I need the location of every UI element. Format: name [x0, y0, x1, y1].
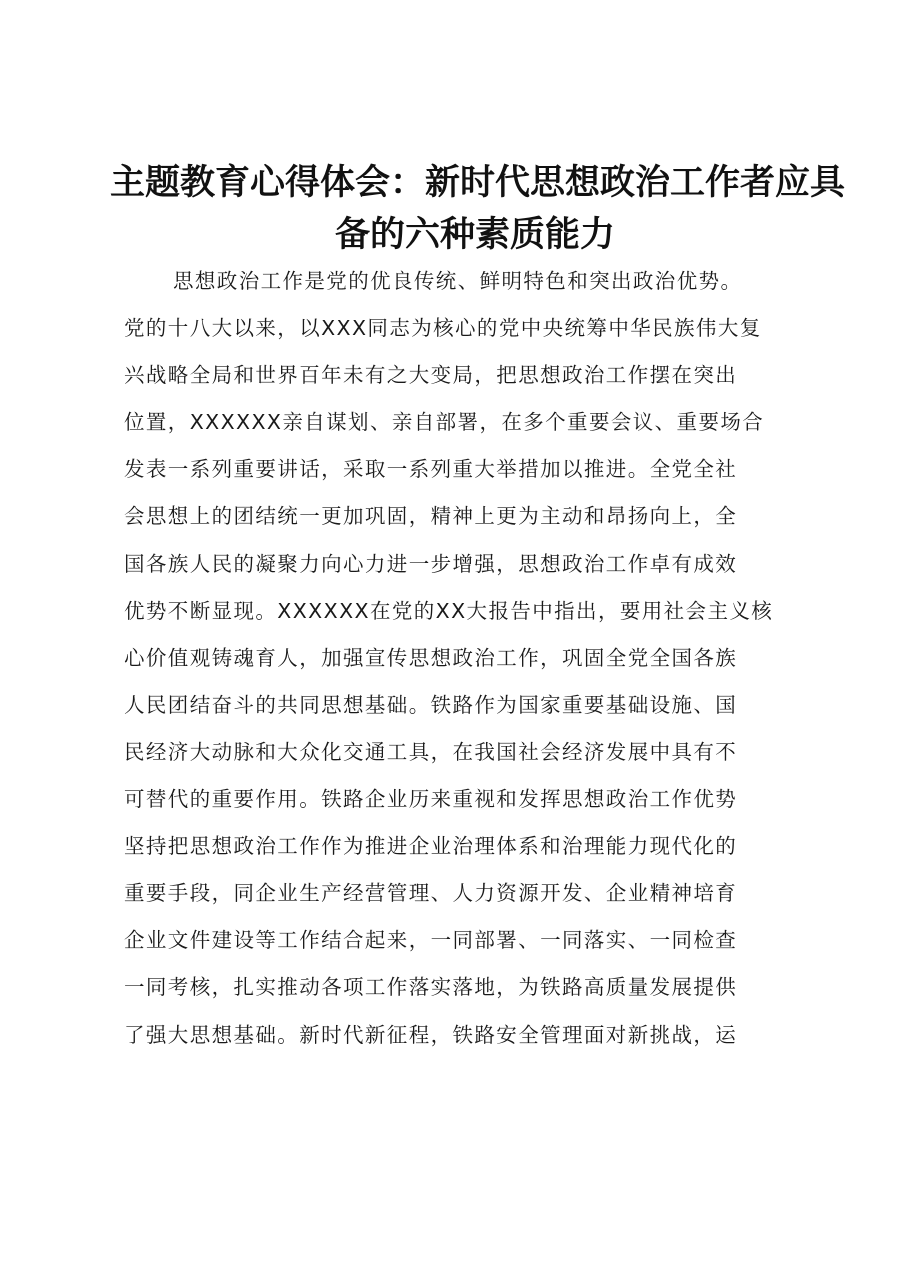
body-line: 人民团结奋斗的共同思想基础。铁路作为国家重要基础设施、国: [124, 692, 738, 717]
body-line: 坚持把思想政治工作作为推进企业治理体系和治理能力现代化的: [124, 834, 738, 859]
body-line: 国各族人民的凝聚力向心力进一步增强，思想政治工作卓有成效: [124, 551, 738, 576]
body-line: 心价值观铸魂育人，加强宣传思想政治工作，巩固全党全国各族: [124, 645, 738, 670]
body-line: 位置，XXXXXX亲自谋划、亲自部署，在多个重要会议、重要场合: [124, 410, 765, 435]
body-line: 发表一系列重要讲话，采取一系列重大举措加以推进。全党全社: [124, 457, 738, 482]
body-line: 民经济大动脉和大众化交通工具，在我国社会经济发展中具有不: [124, 739, 738, 764]
body-line: 了强大思想基础。新时代新征程，铁路安全管理面对新挑战，运: [124, 1022, 738, 1047]
body-line: 兴战略全局和世界百年未有之大变局，把思想政治工作摆在突出: [124, 363, 738, 388]
body-line: 企业文件建设等工作结合起来，一同部署、一同落实、一同检查: [124, 928, 738, 953]
document-title-line-1: 主题教育心得体会：新时代思想政治工作者应具: [110, 162, 846, 203]
document-body: [124, 258, 814, 1059]
body-line: 优势不断显现。XXXXXX在党的XX大报告中指出，要用社会主义核: [124, 598, 774, 623]
body-line: 思想政治工作是党的优良传统、鲜明特色和突出政治优势。: [173, 269, 743, 293]
body-line: 党的十八大以来，以XXX同志为核心的党中央统筹中华民族伟大复: [124, 316, 762, 341]
document-title-line-2: 备的六种素质能力: [334, 214, 615, 255]
body-line: 会思想上的团结统一更加巩固，精神上更为主动和昂扬向上，全: [124, 504, 738, 529]
body-line: 一同考核，扎实推动各项工作落实落地，为铁路高质量发展提供: [124, 975, 738, 1000]
body-line: 可替代的重要作用。铁路企业历来重视和发挥思想政治工作优势: [124, 787, 738, 812]
body-line: 重要手段，同企业生产经营管理、人力资源开发、企业精神培育: [124, 881, 738, 906]
